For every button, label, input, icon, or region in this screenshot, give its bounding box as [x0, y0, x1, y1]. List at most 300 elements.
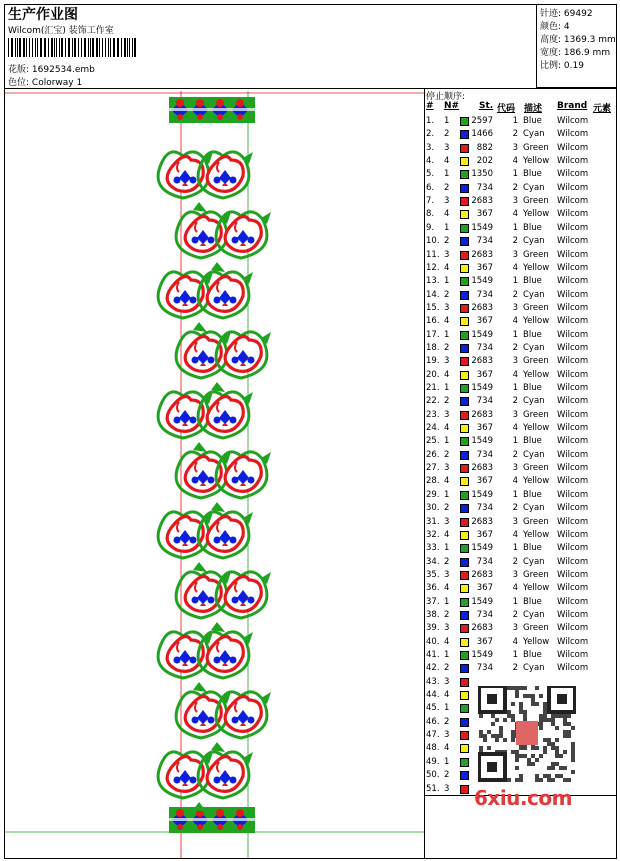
stop-description: Blue [523, 276, 542, 287]
stop-stitches: 1549 [471, 436, 493, 447]
stat-width: 宽度: 186.9 mm [540, 48, 611, 58]
stop-needle: 2 [444, 396, 450, 407]
stop-number: 30. [426, 503, 440, 514]
color-swatch [460, 437, 469, 446]
qr-code [478, 686, 576, 782]
color-swatch [460, 491, 469, 500]
stop-code: 3 [512, 569, 518, 580]
stop-brand: Wilcom [557, 489, 589, 500]
color-swatch [460, 384, 469, 393]
stop-number: 19. [426, 356, 440, 367]
stop-stitches: 2683 [471, 302, 493, 313]
stop-description: Blue [523, 489, 542, 500]
stop-needle: 3 [444, 302, 450, 313]
stop-code: 4 [512, 529, 518, 540]
stop-code: 3 [512, 249, 518, 260]
stop-description: Green [523, 249, 549, 260]
stop-brand: Wilcom [557, 116, 589, 126]
stop-stitches: 1466 [471, 129, 493, 140]
stop-row [426, 329, 616, 342]
col-header-brand: Brand [557, 101, 588, 111]
stop-needle: 2 [444, 663, 450, 674]
col-header-stitches: St. [479, 101, 494, 111]
design-file-value: 1692534.emb [31, 65, 95, 75]
col-header-code: 代码 [497, 104, 516, 114]
stop-code: 2 [512, 609, 518, 620]
stop-description: Green [523, 623, 549, 634]
stop-description: Green [523, 302, 549, 313]
stop-code: 4 [512, 262, 518, 273]
stop-needle: 1 [444, 383, 450, 393]
stop-description: Green [523, 196, 549, 207]
stop-number: 34. [426, 556, 440, 567]
stop-brand: Wilcom [557, 369, 589, 380]
color-swatch [460, 531, 469, 540]
stop-row [426, 435, 616, 448]
stop-code: 2 [512, 503, 518, 514]
stop-stitches: 1549 [471, 276, 493, 287]
stop-needle: 4 [444, 423, 450, 434]
stop-code: 2 [512, 236, 518, 247]
stop-description: Green [523, 569, 549, 580]
stop-number: 37. [426, 596, 440, 607]
stop-stitches: 734 [476, 182, 493, 193]
stop-row [426, 382, 616, 395]
color-swatch [460, 504, 469, 513]
stop-brand: Wilcom [557, 636, 589, 647]
stop-description: Yellow [523, 369, 550, 380]
color-swatch [460, 678, 469, 687]
stop-needle: 3 [444, 516, 450, 527]
stop-code: 1 [512, 329, 518, 340]
stop-stitches: 2683 [471, 623, 493, 634]
stop-row [426, 596, 616, 609]
stop-code: 1 [512, 383, 518, 393]
stop-row [426, 462, 616, 475]
color-swatch [460, 344, 469, 353]
stop-number: 9. [426, 222, 435, 233]
stop-brand: Wilcom [557, 476, 589, 487]
color-swatch [460, 638, 469, 647]
stop-number: 15. [426, 302, 440, 313]
stop-stitches: 1549 [471, 222, 493, 233]
stop-description: Blue [523, 650, 542, 660]
stop-code: 1 [512, 276, 518, 287]
stop-row [426, 222, 616, 235]
color-swatch [460, 184, 469, 193]
color-swatch [460, 170, 469, 179]
stop-stitches: 734 [476, 342, 493, 353]
stop-row [426, 609, 616, 622]
stop-number: 5. [426, 169, 435, 180]
color-swatch [460, 451, 469, 460]
stop-number: 13. [426, 276, 440, 287]
stop-stitches: 734 [476, 289, 493, 300]
stop-row [426, 542, 616, 555]
stop-stitches: 2683 [471, 409, 493, 420]
stop-brand: Wilcom [557, 316, 589, 327]
barcode [8, 38, 140, 57]
color-swatch [460, 598, 469, 607]
stop-code: 2 [512, 663, 518, 674]
stop-row [426, 636, 616, 649]
color-swatch [460, 571, 469, 580]
stop-needle: 1 [444, 756, 450, 767]
stop-needle: 4 [444, 262, 450, 273]
stop-description: Cyan [523, 449, 545, 460]
color-swatch [460, 291, 469, 300]
color-swatch [460, 130, 469, 139]
stop-number: 14. [426, 289, 440, 300]
stop-description: Cyan [523, 236, 545, 247]
color-swatch [460, 558, 469, 567]
col-header-needle: N# [444, 101, 460, 111]
stop-number: 41. [426, 650, 440, 660]
stop-number: 35. [426, 569, 440, 580]
stop-row [426, 489, 616, 502]
stop-stitches: 367 [476, 369, 493, 380]
color-swatch [460, 758, 469, 767]
stop-stitches: 882 [476, 142, 493, 153]
stop-stitches: 1549 [471, 329, 493, 340]
stop-description: Blue [523, 222, 542, 233]
stop-row [426, 342, 616, 355]
stop-needle: 4 [444, 476, 450, 487]
stop-stitches: 367 [476, 262, 493, 273]
stop-code: 1 [512, 650, 518, 660]
stop-description: Cyan [523, 342, 545, 353]
stop-description: Yellow [523, 423, 550, 434]
color-swatch [460, 117, 469, 126]
stop-code: 4 [512, 476, 518, 487]
stop-brand: Wilcom [557, 276, 589, 287]
stop-description: Yellow [523, 476, 550, 487]
stop-row [426, 115, 616, 128]
color-swatch [460, 144, 469, 153]
stop-stitches: 734 [476, 449, 493, 460]
stop-row [426, 208, 616, 221]
stop-stitches: 367 [476, 583, 493, 594]
design-file-line [8, 62, 95, 75]
stop-needle: 4 [444, 156, 450, 167]
stop-code: 2 [512, 556, 518, 567]
embroidery-design-preview [5, 91, 424, 858]
stop-needle: 3 [444, 463, 450, 474]
stop-description: Yellow [523, 262, 550, 273]
stop-row [426, 582, 616, 595]
stop-row [426, 369, 616, 382]
stop-brand: Wilcom [557, 623, 589, 634]
stop-needle: 4 [444, 583, 450, 594]
stop-stitches: 2683 [471, 516, 493, 527]
stop-row [426, 649, 616, 662]
stop-brand: Wilcom [557, 236, 589, 247]
stop-stitches: 1549 [471, 596, 493, 607]
stop-brand: Wilcom [557, 196, 589, 207]
stop-brand: Wilcom [557, 663, 589, 674]
stop-brand: Wilcom [557, 396, 589, 407]
stop-row [426, 249, 616, 262]
stop-brand: Wilcom [557, 329, 589, 340]
color-swatch [460, 664, 469, 673]
stop-brand: Wilcom [557, 302, 589, 313]
stop-description: Green [523, 516, 549, 527]
stop-stitches: 1549 [471, 650, 493, 660]
col-header-num: # [426, 101, 434, 111]
stop-needle: 3 [444, 142, 450, 153]
stop-needle: 2 [444, 289, 450, 300]
stop-needle: 2 [444, 556, 450, 567]
col-header-element: 元素 [593, 104, 612, 114]
stop-needle: 2 [444, 449, 450, 460]
stop-description: Green [523, 409, 549, 420]
color-swatch [460, 771, 469, 780]
stop-needle: 1 [444, 436, 450, 447]
stop-number: 17. [426, 329, 440, 340]
stop-code: 3 [512, 142, 518, 153]
stats-box [536, 4, 617, 88]
stop-brand: Wilcom [557, 423, 589, 434]
stop-needle: 1 [444, 169, 450, 180]
stop-number: 33. [426, 543, 440, 554]
stop-brand: Wilcom [557, 449, 589, 460]
stop-row [426, 302, 616, 315]
stop-code: 1 [512, 596, 518, 607]
color-swatch [460, 718, 469, 727]
stop-description: Blue [523, 383, 542, 393]
stop-brand: Wilcom [557, 182, 589, 193]
stop-row [426, 502, 616, 515]
stop-brand: Wilcom [557, 596, 589, 607]
header-divider [4, 88, 617, 89]
stop-row [426, 662, 616, 675]
color-swatch [460, 584, 469, 593]
stop-brand: Wilcom [557, 356, 589, 367]
stop-needle: 2 [444, 716, 450, 727]
stop-stitches: 1549 [471, 543, 493, 554]
stop-number: 50. [426, 770, 440, 781]
stop-description: Green [523, 356, 549, 367]
stop-code: 3 [512, 623, 518, 634]
color-swatch [460, 304, 469, 313]
stop-brand: Wilcom [557, 583, 589, 594]
stop-number: 29. [426, 489, 440, 500]
stop-number: 36. [426, 583, 440, 594]
stop-stitches: 734 [476, 663, 493, 674]
stop-code: 3 [512, 196, 518, 207]
stop-description: Cyan [523, 503, 545, 514]
stop-brand: Wilcom [557, 409, 589, 420]
stop-number: 3. [426, 142, 435, 153]
color-swatch [460, 397, 469, 406]
stop-code: 4 [512, 369, 518, 380]
stop-description: Blue [523, 596, 542, 607]
stop-description: Yellow [523, 636, 550, 647]
stop-number: 25. [426, 436, 440, 447]
stop-brand: Wilcom [557, 342, 589, 353]
stop-row [426, 355, 616, 368]
colorway-value: Colorway 1 [31, 78, 83, 88]
stop-number: 7. [426, 196, 435, 207]
stop-stitches: 2683 [471, 356, 493, 367]
color-swatch [460, 464, 469, 473]
stop-needle: 3 [444, 196, 450, 207]
stat-scale: 比例: 0.19 [540, 61, 584, 71]
stop-number: 39. [426, 623, 440, 634]
stop-code: 1 [512, 543, 518, 554]
stop-description: Cyan [523, 663, 545, 674]
stop-number: 22. [426, 396, 440, 407]
color-swatch [460, 317, 469, 326]
stop-number: 28. [426, 476, 440, 487]
stop-needle: 2 [444, 129, 450, 140]
color-swatch [460, 224, 469, 233]
stop-number: 12. [426, 262, 440, 273]
color-swatch [460, 477, 469, 486]
stop-description: Cyan [523, 289, 545, 300]
color-swatch [460, 544, 469, 553]
stop-stitches: 367 [476, 316, 493, 327]
color-swatch [460, 518, 469, 527]
stop-code: 4 [512, 316, 518, 327]
stop-needle: 3 [444, 409, 450, 420]
stop-description: Cyan [523, 182, 545, 193]
company-subtitle: Wilcom(汇宝) 装饰工作室 [8, 26, 114, 36]
stop-brand: Wilcom [557, 156, 589, 167]
stop-code: 4 [512, 636, 518, 647]
stop-number: 1. [426, 116, 435, 126]
stop-number: 26. [426, 449, 440, 460]
stop-stitches: 734 [476, 396, 493, 407]
stop-brand: Wilcom [557, 609, 589, 620]
stop-brand: Wilcom [557, 169, 589, 180]
stop-needle: 3 [444, 356, 450, 367]
stop-needle: 4 [444, 209, 450, 220]
color-swatch [460, 264, 469, 273]
stop-needle: 1 [444, 329, 450, 340]
color-swatch [460, 624, 469, 633]
stop-sequence-title: 停止顺序: [426, 92, 466, 102]
stop-number: 11. [426, 249, 440, 260]
stop-code: 2 [512, 342, 518, 353]
stop-row [426, 395, 616, 408]
stop-brand: Wilcom [557, 529, 589, 540]
stop-needle: 1 [444, 596, 450, 607]
stop-row [426, 155, 616, 168]
stop-code: 4 [512, 583, 518, 594]
color-swatch [460, 357, 469, 366]
stop-description: Blue [523, 169, 542, 180]
stop-description: Yellow [523, 156, 550, 167]
stop-description: Green [523, 463, 549, 474]
stop-row [426, 475, 616, 488]
stop-number: 2. [426, 129, 435, 140]
stop-code: 1 [512, 222, 518, 233]
stop-stitches: 1350 [471, 169, 493, 180]
color-swatch [460, 277, 469, 286]
stop-code: 3 [512, 463, 518, 474]
stop-number: 43. [426, 676, 440, 687]
color-swatch [460, 731, 469, 740]
stop-needle: 2 [444, 342, 450, 353]
stop-needle: 3 [444, 569, 450, 580]
stop-number: 21. [426, 383, 440, 393]
stop-needle: 1 [444, 703, 450, 714]
stop-needle: 4 [444, 529, 450, 540]
color-swatch [460, 197, 469, 206]
stop-row [426, 235, 616, 248]
stop-needle: 1 [444, 276, 450, 287]
stop-needle: 4 [444, 369, 450, 380]
color-swatch [460, 237, 469, 246]
stop-needle: 4 [444, 690, 450, 701]
stop-row [426, 262, 616, 275]
stop-stitches: 1549 [471, 383, 493, 393]
stop-code: 3 [512, 302, 518, 313]
stop-number: 48. [426, 743, 440, 754]
stop-needle: 4 [444, 743, 450, 754]
stop-code: 1 [512, 116, 518, 126]
stop-number: 16. [426, 316, 440, 327]
stop-brand: Wilcom [557, 436, 589, 447]
color-swatch [460, 251, 469, 260]
stop-number: 45. [426, 703, 440, 714]
stop-needle: 4 [444, 316, 450, 327]
stop-number: 10. [426, 236, 440, 247]
stop-needle: 1 [444, 222, 450, 233]
stop-row [426, 422, 616, 435]
stop-code: 2 [512, 182, 518, 193]
stop-code: 4 [512, 156, 518, 167]
stat-stitches: 针迹: 69492 [540, 9, 593, 19]
stop-description: Cyan [523, 556, 545, 567]
colorway-label: 色位: [8, 78, 30, 88]
stop-stitches: 2683 [471, 196, 493, 207]
stop-description: Green [523, 142, 549, 153]
stop-number: 44. [426, 690, 440, 701]
stop-stitches: 367 [476, 423, 493, 434]
stop-row [426, 569, 616, 582]
stop-needle: 3 [444, 249, 450, 260]
stop-number: 18. [426, 342, 440, 353]
stop-description: Yellow [523, 316, 550, 327]
panel-divider [424, 88, 425, 859]
stop-code: 2 [512, 289, 518, 300]
stop-description: Blue [523, 543, 542, 554]
color-swatch [460, 424, 469, 433]
stop-stitches: 2597 [471, 116, 493, 126]
col-header-desc: 描述 [524, 104, 543, 114]
stop-brand: Wilcom [557, 650, 589, 660]
stat-height: 高度: 1369.3 mm [540, 35, 616, 45]
design-file-label: 花版: [8, 65, 30, 75]
stop-stitches: 2683 [471, 249, 493, 260]
stop-code: 4 [512, 209, 518, 220]
stop-brand: Wilcom [557, 383, 589, 393]
stop-number: 38. [426, 609, 440, 620]
stop-description: Cyan [523, 396, 545, 407]
colorway-line [8, 75, 82, 88]
stop-brand: Wilcom [557, 142, 589, 153]
stop-stitches: 367 [476, 636, 493, 647]
stop-row [426, 195, 616, 208]
stop-needle: 3 [444, 783, 450, 794]
watermark-text: 6xiu.com [474, 786, 572, 810]
stop-row [426, 315, 616, 328]
stop-description: Blue [523, 329, 542, 340]
stop-stitches: 734 [476, 556, 493, 567]
stop-needle: 1 [444, 543, 450, 554]
